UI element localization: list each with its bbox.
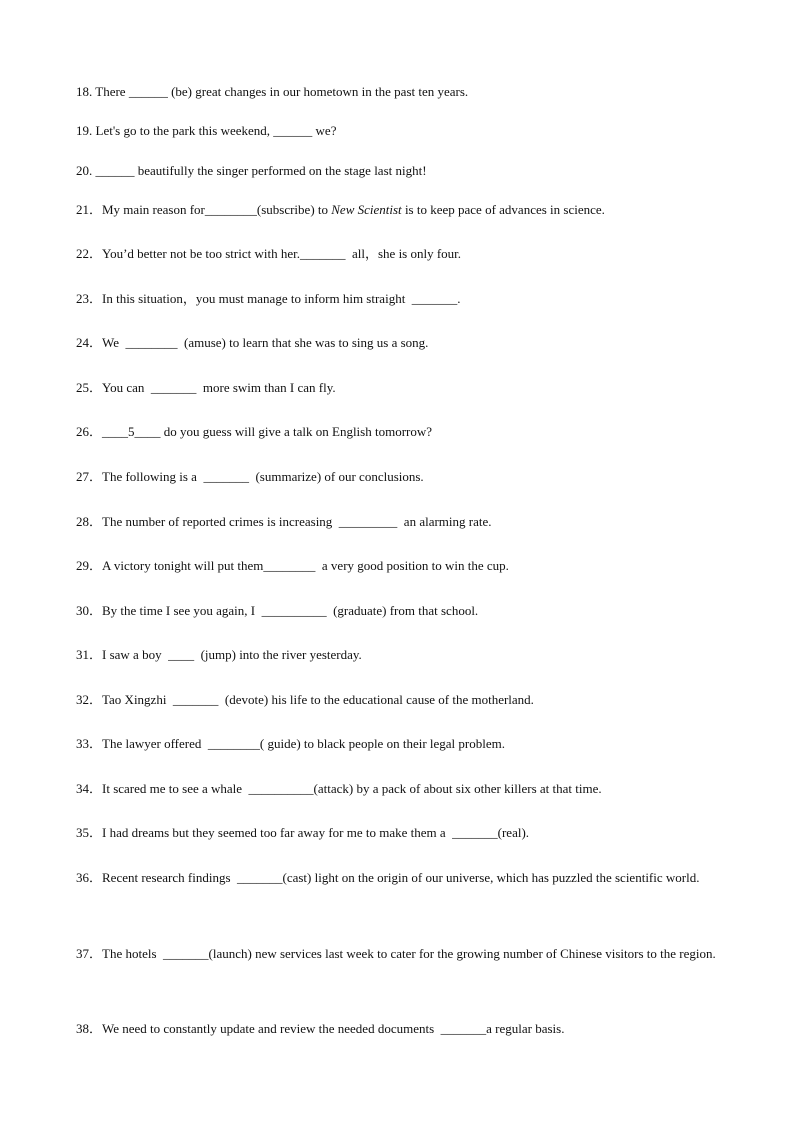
question-25: 25．You can _______ more swim than I can fly. bbox=[76, 380, 336, 395]
question-26: 26．____5____ do you guess will give a talk on English tomorrow? bbox=[76, 424, 433, 439]
question-23: 23．In this situation，you must manage to inform him straight _______. bbox=[76, 291, 461, 306]
question-37: 37．The hotels _______(launch) new services last week to cater for the growing number of Chinese visitors to the region. bbox=[76, 946, 716, 961]
question-35: 35．I had dreams but they seemed too far away for me to make them a _______(real). bbox=[76, 825, 530, 840]
question-20: 20. ______ beautifully the singer performed on the stage last night! bbox=[76, 163, 427, 178]
question-24: 24．We ________ (amuse) to learn that she was to sing us a song. bbox=[76, 335, 429, 350]
question-27: 27．The following is a _______ (summarize) of our conclusions. bbox=[76, 469, 424, 484]
question-38: 38．We need to constantly update and review the needed documents _______a regular basis. bbox=[76, 1021, 565, 1036]
question-36: 36．Recent research findings _______(cast) light on the origin of our universe, which has puzzled the scientific world. bbox=[76, 870, 700, 885]
question-18: 18. There ______ (be) great changes in our hometown in the past ten years. bbox=[76, 84, 469, 99]
question-21: 21．My main reason for________(subscribe) to New Scientist is to keep pace of advances in science. bbox=[76, 202, 605, 217]
question-29: 29．A victory tonight will put them________ a very good position to win the cup. bbox=[76, 558, 509, 573]
question-28: 28．The number of reported crimes is increasing _________ an alarming rate. bbox=[76, 514, 492, 529]
question-32: 32．Tao Xingzhi _______ (devote) his life to the educational cause of the motherland. bbox=[76, 692, 534, 707]
question-22: 22．You’d better not be too strict with her._______ all，she is only four. bbox=[76, 246, 462, 261]
question-30: 30．By the time I see you again, I __________ (graduate) from that school. bbox=[76, 603, 479, 618]
question-33: 33．The lawyer offered ________( guide) to black people on their legal problem. bbox=[76, 736, 505, 751]
question-31: 31．I saw a boy ____ (jump) into the river yesterday. bbox=[76, 647, 362, 662]
question-19: 19. Let's go to the park this weekend, ______ we? bbox=[76, 123, 337, 138]
question-34: 34．It scared me to see a whale __________(attack) by a pack of about six other killers at that time. bbox=[76, 781, 602, 796]
